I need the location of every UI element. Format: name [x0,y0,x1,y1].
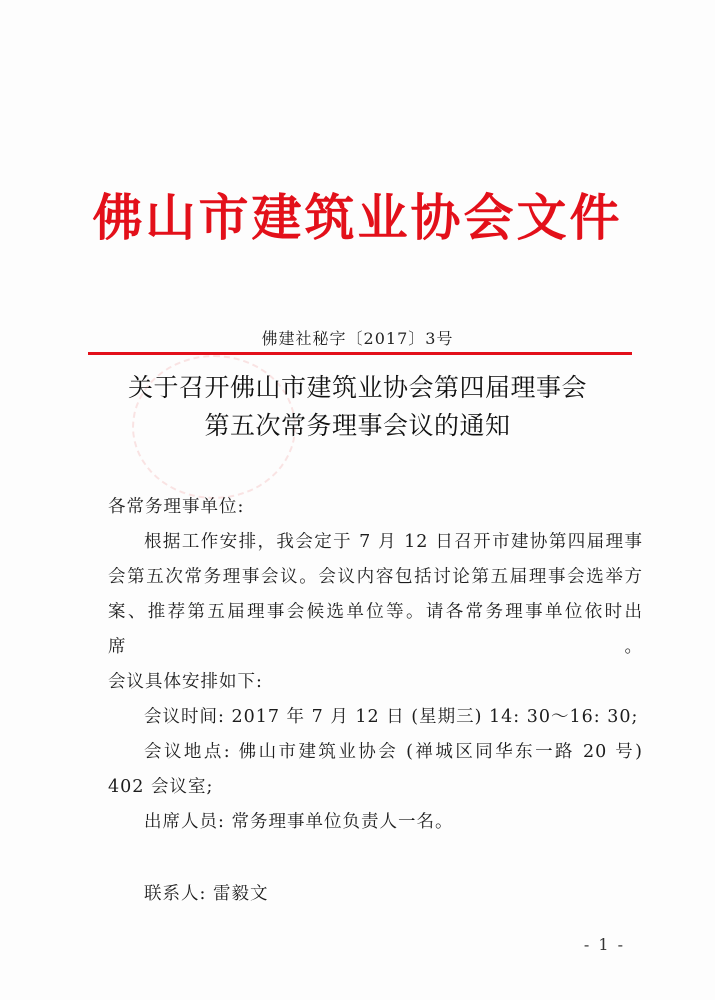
salutation: 各常务理事单位: [108,497,245,517]
page-number: - 1 - [583,935,625,954]
attendees: 出席人员: 常务理事单位负责人一名。 [144,812,454,832]
paragraph-line: 根据工作安排，我会定于 7 月 12 日召开市建协第四届理事 [144,532,643,552]
red-divider-line [88,352,632,355]
meeting-time: 会议时间: 2017 年 7 月 12 日 (星期三) 14: 30～16: 30; [144,707,639,727]
notice-title-line-1: 关于召开佛山市建筑业协会第四届理事会 [127,373,587,402]
notice-title-line-2: 第五次常务理事会议的通知 [204,411,511,440]
paragraph-line: 会议具体安排如下: [108,672,263,692]
meeting-place: 会议地点: 佛山市建筑业协会 (禅城区同华东一路 20 号) [144,742,643,762]
meeting-room: 402 会议室; [108,777,214,797]
org-file-header: 佛山市建筑业协会文件 [92,188,623,247]
notice-body [108,490,643,912]
contact-person: 联系人: 雷毅文 [144,884,269,904]
paragraph-line: 案、推荐第五届理事会候选单位等。请各常务理事单位依时出席。 [108,602,643,657]
notice-title [0,369,715,445]
document-number: 佛建社秘字〔2017〕3号 [261,329,454,348]
paragraph-line: 会第五次常务理事会议。会议内容包括讨论第五届理事会选举方 [108,567,643,587]
